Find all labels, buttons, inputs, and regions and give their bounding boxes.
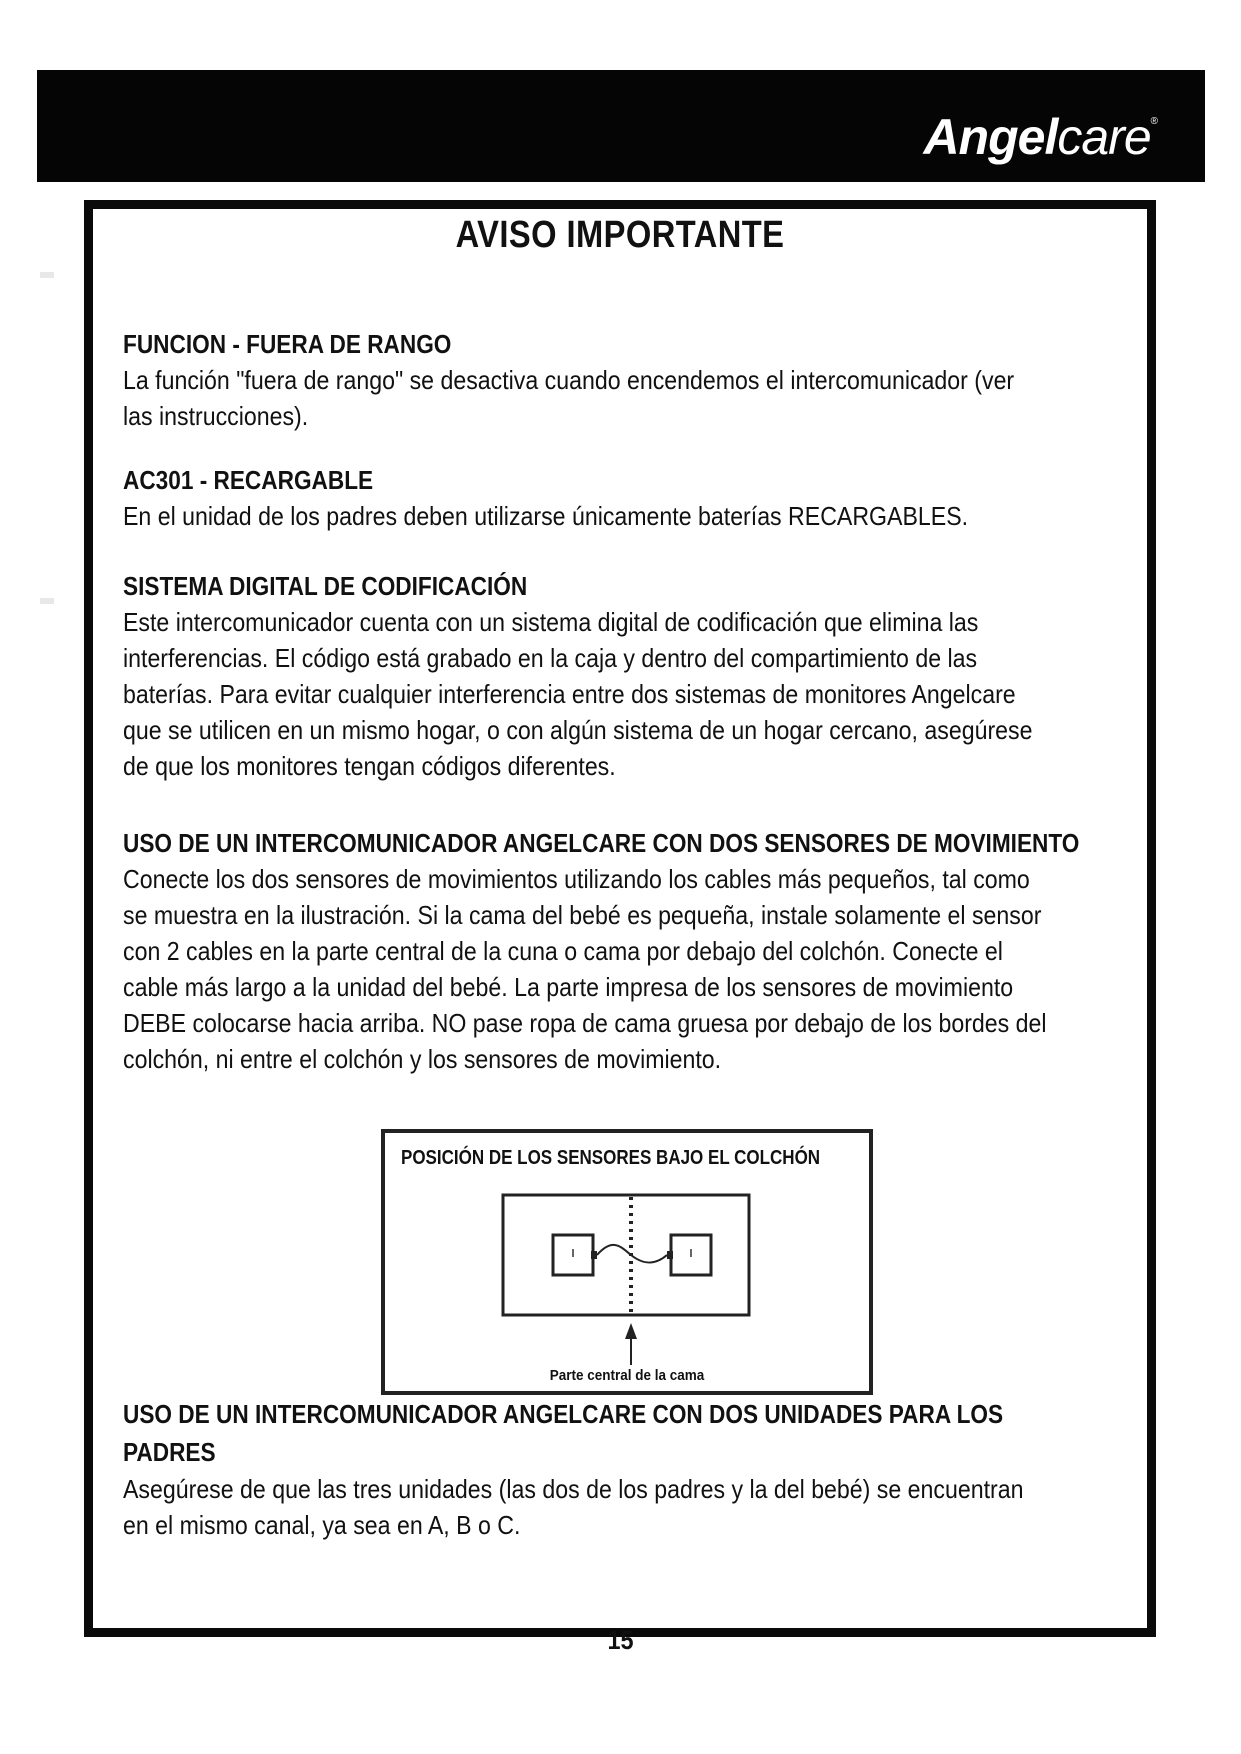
logo-text-bold: Angel bbox=[923, 109, 1058, 165]
center-arrow-head bbox=[625, 1323, 637, 1339]
angelcare-logo bbox=[923, 108, 1157, 166]
sensor-position-diagram bbox=[381, 1129, 873, 1395]
scan-artifact bbox=[40, 272, 54, 278]
paragraph-line: Conecte los dos sensores de movimientos utilizando los cables más pequeños, tal como bbox=[123, 864, 1030, 894]
page-number: 15 bbox=[607, 1625, 634, 1655]
scan-artifact bbox=[40, 598, 54, 604]
header-bar bbox=[37, 70, 1205, 182]
section-out-of-range bbox=[123, 326, 1123, 434]
paragraph-line: baterías. Para evitar cualquier interferencia entre dos sistemas de monitores Angelcare bbox=[123, 679, 1016, 709]
diagram-caption: Parte central de la cama bbox=[549, 1367, 705, 1384]
paragraph-line: La función "fuera de rango" se desactiva cuando encendemos el intercomunicador (ver bbox=[123, 365, 1015, 395]
paragraph-line: en el mismo canal, ya sea en A, B o C. bbox=[123, 1510, 521, 1540]
paragraph-line: se muestra en la ilustración. Si la cama del bebé es pequeña, instale solamente el sensor bbox=[123, 900, 1042, 930]
section-heading: USO DE UN INTERCOMUNICADOR ANGELCARE CON DOS SENSORES DE MOVIMIENTO bbox=[123, 828, 1080, 858]
section-heading-line: USO DE UN INTERCOMUNICADOR ANGELCARE CON DOS UNIDADES PARA LOS bbox=[123, 1399, 1004, 1429]
paragraph-line: DEBE colocarse hacia arriba. NO pase ropa de cama gruesa por debajo de los bordes del bbox=[123, 1008, 1047, 1038]
section-digital-coding bbox=[123, 568, 1123, 784]
paragraph-line: Asegúrese de que las tres unidades (las dos de los padres y la del bebé) se encuentran bbox=[123, 1474, 1024, 1504]
paragraph-line: colchón, ni entre el colchón y los sensores de movimiento. bbox=[123, 1044, 722, 1074]
paragraph-line: En el unidad de los padres deben utilizarse únicamente baterías RECARGABLES. bbox=[123, 501, 969, 531]
section-heading: AC301 - RECARGABLE bbox=[123, 465, 374, 495]
paragraph-line: de que los monitores tengan códigos diferentes. bbox=[123, 751, 616, 781]
paragraph-line: las instrucciones). bbox=[123, 401, 309, 431]
paragraph-line: que se utilicen en un mismo hogar, o con algún sistema de un hogar cercano, asegúrese bbox=[123, 715, 1033, 745]
logo-text-light: care bbox=[1057, 109, 1151, 165]
section-two-sensors bbox=[123, 825, 1123, 1077]
left-sensor-tab bbox=[591, 1251, 597, 1259]
paragraph-line: interferencias. El código está grabado en la caja y dentro del compartimiento de las bbox=[123, 643, 978, 673]
section-two-parent-units bbox=[123, 1395, 1123, 1543]
paragraph-line: Este intercomunicador cuenta con un sistema digital de codificación que elimina las bbox=[123, 607, 979, 637]
section-heading-line: PADRES bbox=[123, 1437, 216, 1467]
diagram-title: POSICIÓN DE LOS SENSORES BAJO EL COLCHÓN bbox=[401, 1147, 821, 1169]
paragraph-line: con 2 cables en la parte central de la cuna o cama por debajo del colchón. Conecte el bbox=[123, 936, 1003, 966]
section-heading: SISTEMA DIGITAL DE CODIFICACIÓN bbox=[123, 571, 528, 601]
notice-frame bbox=[84, 200, 1156, 1637]
right-sensor-tab bbox=[667, 1251, 673, 1259]
registered-mark: ® bbox=[1150, 116, 1157, 127]
page-title: AVISO IMPORTANTE bbox=[455, 214, 785, 256]
mattress-sensor-illustration bbox=[385, 1133, 869, 1391]
paragraph-line: cable más largo a la unidad del bebé. La parte impresa de los sensores de movimiento bbox=[123, 972, 1014, 1002]
section-rechargeable bbox=[123, 462, 1123, 534]
section-heading: FUNCION - FUERA DE RANGO bbox=[123, 329, 452, 359]
